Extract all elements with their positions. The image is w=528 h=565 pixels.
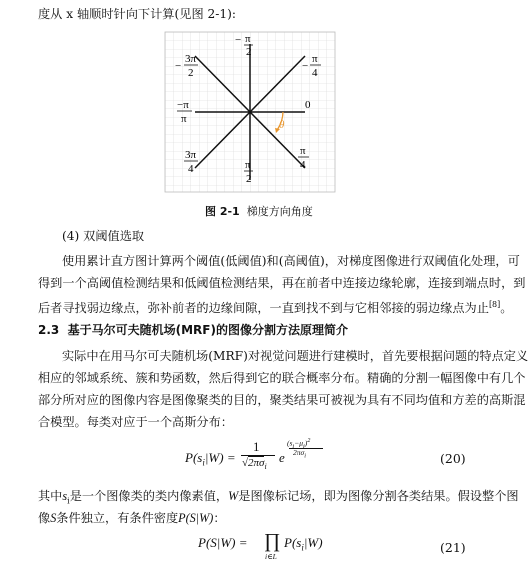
svg-text:π: π bbox=[312, 53, 318, 65]
section23-heading: 2.3 基于马尔可夫随机场(MRF)的图像分割方法原理简介 bbox=[38, 323, 348, 337]
svg-text:π: π bbox=[245, 33, 251, 45]
equation-20-number: (20) bbox=[440, 451, 466, 466]
paragraph-top: 度从 x 轴顺时针向下计算(见图 2-1): bbox=[38, 7, 236, 21]
section4-line-2: 得到一个高阈值检测结果和低阈值检测结果，再在前者中连接边缘轮廓，连接到端点时，到 bbox=[38, 276, 526, 290]
svg-text:4: 4 bbox=[312, 67, 318, 79]
angle-label: θ bbox=[279, 119, 285, 131]
svg-text:0: 0 bbox=[305, 99, 311, 111]
citation: [8] bbox=[488, 300, 501, 309]
svg-text:2: 2 bbox=[246, 46, 252, 58]
svg-text:3π: 3π bbox=[185, 53, 197, 65]
section23-line-3: 部分所对应的图像内容是图像聚类的目的，聚类结果可被视为具有不同均值和方差的高斯混 bbox=[38, 393, 526, 407]
svg-text:−π: −π bbox=[177, 99, 189, 111]
gradient-direction-figure bbox=[165, 32, 335, 192]
svg-text:π: π bbox=[245, 159, 251, 171]
after-eq20-line-2: 像S条件独立，有条件密度P(S|W)： bbox=[38, 511, 226, 525]
svg-text:2: 2 bbox=[246, 173, 252, 185]
svg-text:4: 4 bbox=[188, 163, 194, 175]
svg-text:2: 2 bbox=[188, 67, 194, 79]
product-icon: ∏ bbox=[264, 530, 281, 552]
svg-text:4: 4 bbox=[300, 159, 306, 171]
equation-21-number: (21) bbox=[440, 540, 466, 555]
section23-line-1: 实际中在用马尔可夫随机场(MRF)对视觉问题进行建模时，首先要根据问题的特点定义 bbox=[62, 349, 528, 363]
svg-text:π: π bbox=[300, 145, 306, 157]
svg-text:3π: 3π bbox=[185, 149, 197, 161]
section4-line-1: 使用累计直方图计算两个阈值(低阈值)和(高阈值)，对梯度图像进行双阈值化处理，可 bbox=[62, 254, 520, 268]
section4-heading: (4) 双阈值选取 bbox=[62, 229, 145, 243]
svg-text:π: π bbox=[181, 113, 187, 125]
figure-caption: 图 2-1 梯度方向角度 bbox=[205, 205, 313, 218]
after-eq20-line-1: 其中$s_i$是一个图像类的类内像素值，W是图像标记场，即为图像分割各类结果。假设整个图 bbox=[38, 489, 519, 506]
svg-text:−: − bbox=[175, 60, 182, 72]
svg-text:−: − bbox=[235, 34, 242, 46]
section4-line-3: 后者寻找弱边缘点，弥补前者的边缘间隙，一直到找不到与它相邻接的弱边缘点为止[8]。 bbox=[38, 300, 513, 316]
svg-text:−: − bbox=[302, 60, 309, 72]
section23-line-4: 合模型。每类对应于一个高斯分布： bbox=[38, 415, 233, 429]
section23-line-2: 相应的邻域系统、簇和势函数，然后得到它的联合概率分布。精确的分割一幅图像中有几个 bbox=[38, 371, 526, 385]
